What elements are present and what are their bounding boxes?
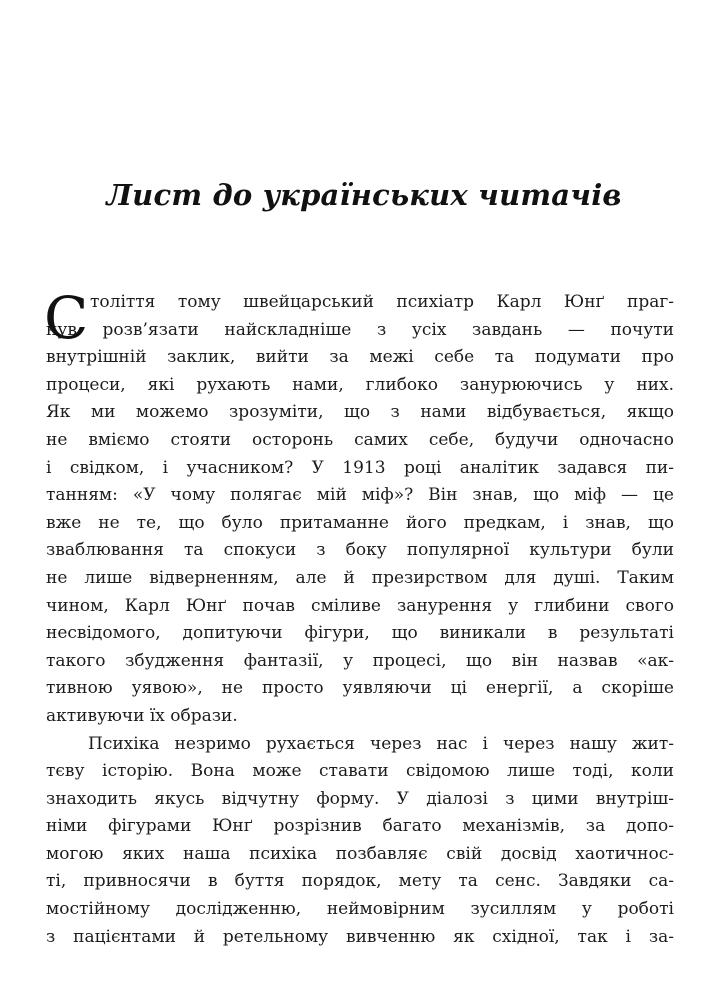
text-line: не вміємо стояти осторонь самих себе, будучи одночасно xyxy=(46,429,674,450)
text-line: зваблювання та спокуси з боку популярної культури були xyxy=(46,540,674,561)
text-line: тивною уявою», не просто уявляючи ці енергії, а скоріше xyxy=(46,678,674,699)
text-line: з пацієнтами й ретельному вивченню як східної, так і за- xyxy=(46,926,674,947)
text-line: внутрішній заклик, вийти за межі себе та подумати про xyxy=(46,347,674,368)
text-line: такого збудження фантазії, у процесі, що він назвав «ак- xyxy=(46,650,674,671)
text-line: вже не те, що було притаманне його предкам, і знав, що xyxy=(46,512,674,533)
drop-cap: С xyxy=(44,284,89,352)
text-line: Як ми можемо зрозуміти, що з нами відбувається, якщо xyxy=(46,402,674,423)
text-line: знаходить якусь відчутну форму. У діалозі з цими внутріш- xyxy=(46,788,674,809)
text-line: танням: «У чому полягає мій міф»? Він знав, що міф — це xyxy=(46,485,674,506)
text-line: Психіка незримо рухається через нас і через нашу жит- xyxy=(88,733,674,754)
text-line: ті, привносячи в буття порядок, мету та сенс. Завдяки са- xyxy=(46,871,674,892)
text-line: не лише відверненням, але й презирством для душі. Таким xyxy=(46,567,674,588)
text-line: чином, Карл Юнґ почав сміливе занурення у глибини свого xyxy=(46,595,674,616)
paragraph-1 xyxy=(44,284,674,731)
text-line: толіття тому швейцарський психіатр Карл Юнґ праг- xyxy=(90,292,674,312)
body-text xyxy=(44,284,674,951)
text-line: процеси, які рухають нами, глибоко занурюючись у них. xyxy=(46,374,674,395)
text-line: активуючи їх образи. xyxy=(46,705,238,726)
text-line: і свідком, і учасником? У 1913 році аналітик задався пи- xyxy=(46,457,674,478)
text-line: нув розв’язати найскладніше з усіх завдань — почути xyxy=(46,319,674,340)
text-line: могою яких наша психіка позбавляє свій досвід хаотичнос- xyxy=(46,843,674,864)
text-line: тєву історію. Вона може ставати свідомою лише тоді, коли xyxy=(46,761,674,782)
page-title: Лист до українських читачів xyxy=(106,178,622,212)
text-line: німи фігурами Юнґ розрізнив багато механізмів, за допо- xyxy=(46,816,674,837)
text-line: несвідомого, допитуючи фігури, що виникали в результаті xyxy=(46,623,674,644)
text-line: мостійному дослідженню, неймовірним зусиллям у роботі xyxy=(46,899,674,920)
paragraph-2 xyxy=(46,731,674,952)
